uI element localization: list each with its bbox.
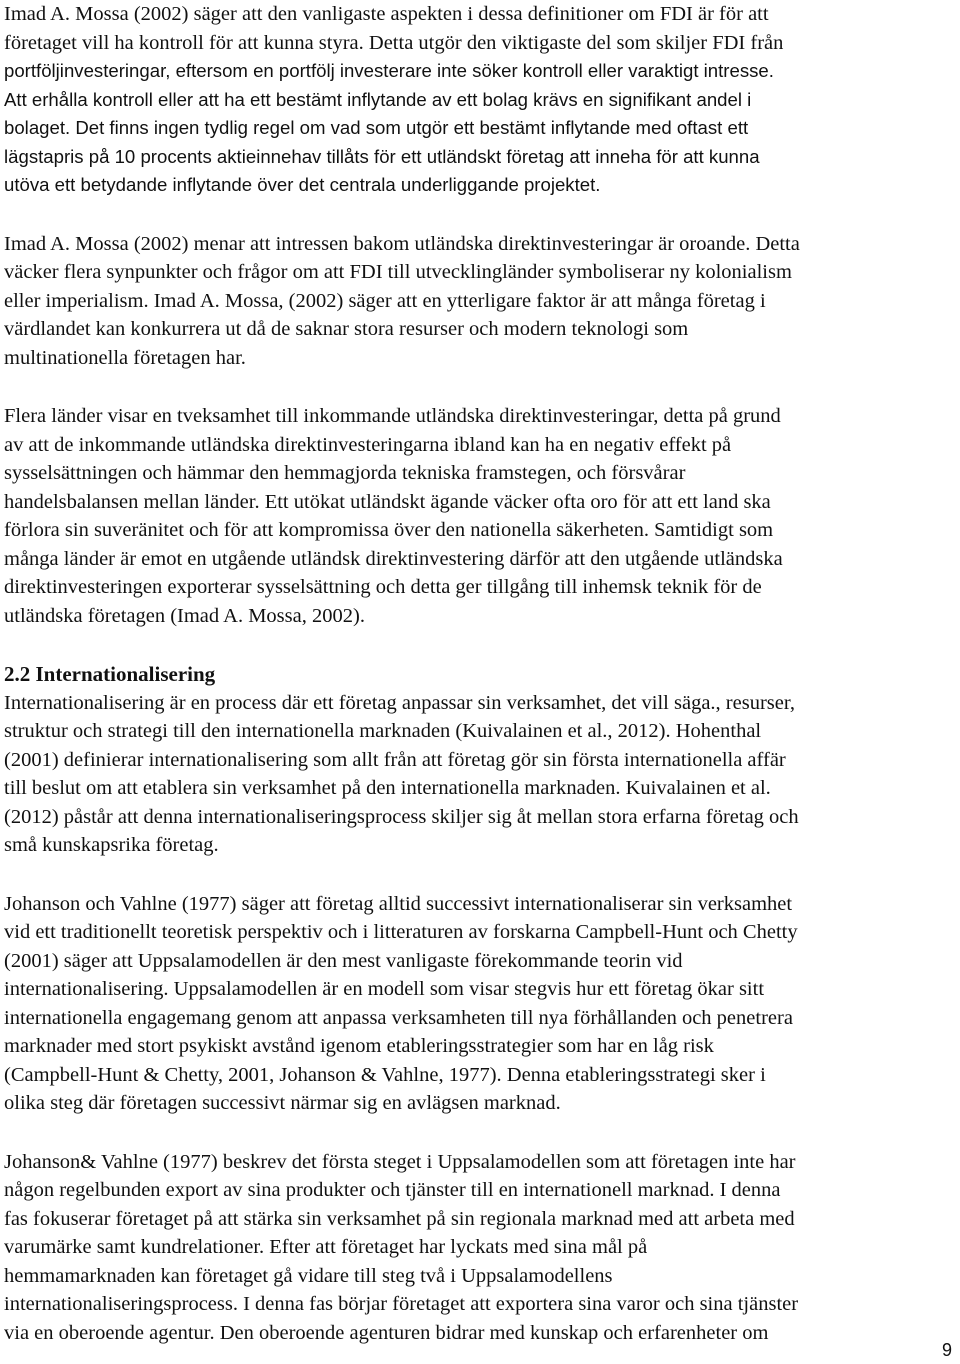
text-segment: internationaliseringsprocess. I denna fas börjar företaget att exportera sina varor och sina tjänster — [4, 1293, 799, 1315]
text-line — [4, 402, 954, 431]
page-number: 9 — [941, 1340, 952, 1360]
paragraph-gap — [4, 860, 954, 890]
text-line — [4, 602, 954, 631]
text-line — [4, 918, 954, 947]
text-line — [4, 1205, 954, 1234]
text-line — [4, 516, 954, 545]
document-page — [4, 0, 954, 1347]
text-line — [4, 774, 954, 803]
text-segment: förlora sin suveränitet och för att kompromissa över den nationella säkerheten. Samtidigt som — [4, 519, 774, 541]
text-segment: olika steg där företagen successivt närmar sig en avlägsen marknad. — [4, 1092, 561, 1114]
text-segment: Johanson& Vahlne (1977) beskrev det första steget i Uppsalamodellen som att företagen inte har — [4, 1150, 796, 1173]
text-segment: (2001) säger att Uppsalamodellen är den mest vanligaste förekommande teorin vid — [4, 949, 683, 972]
text-line — [4, 831, 954, 860]
text-line — [4, 947, 954, 976]
section-heading: 2.2 Internationalisering — [4, 662, 216, 686]
text-line — [4, 29, 954, 58]
text-segment: många länder är emot en utgående utländsk direktinvestering därför att den utgående utländska — [4, 547, 783, 570]
text-line — [4, 230, 954, 259]
text-line — [4, 717, 954, 746]
text-line — [4, 287, 954, 316]
text-segment: internationalisering. Uppsalamodellen är en modell som visar stegvis hur ett företag ökar sitt — [4, 978, 765, 1000]
text-segment: marknader med stort psykiskt avstånd igenom etableringsstrategier som har en låg risk — [4, 1035, 714, 1057]
text-line — [4, 57, 954, 86]
text-segment: Imad A. Mossa (2002) säger att den vanligaste aspekten i dessa definitioner om FDI är för att — [4, 3, 769, 25]
text-segment: struktur och strategi till den internationella marknaden (Kuivalainen et al., 2012). Hohenthal — [4, 720, 762, 742]
text-line — [4, 344, 954, 373]
text-segment: via en oberoende agentur. Den oberoende agenturen bidrar med kunskap och erfarenheter om — [4, 1321, 769, 1344]
text-segment: (Campbell-Hunt & Chetty, 2001, Johanson & Vahlne, 1977). Denna etableringsstrategi sker i — [4, 1063, 766, 1086]
text-segment: (2001) definierar internationalisering som allt från att företag gör sin första internationella affär — [4, 748, 786, 771]
text-segment: väcker flera synpunkter och frågor om att FDI till utvecklingländer symboliserar ny kolonialism — [4, 261, 792, 283]
text-segment: eller imperialism. Imad A. Mossa, (2002) säger att en ytterligare faktor är att många företag i — [4, 289, 766, 312]
text-line — [4, 1233, 954, 1262]
text-line — [4, 114, 954, 143]
text-segment: vid ett traditionellt teoretisk perspektiv och i litteraturen av forskarna Campbell-Hunt och Chetty — [4, 921, 798, 943]
text-segment: internationella engagemang genom att anpassa verksamheten till nya förhållanden och penetrera — [4, 1006, 793, 1029]
paragraph-gap — [4, 372, 954, 402]
text-segment: direktinvesteringen exporterar sysselsättning och detta ger tillgång till inhemsk teknik för de — [4, 576, 762, 598]
paragraph-gap — [4, 200, 954, 230]
text-line — [4, 689, 954, 718]
paragraph-gap — [4, 1118, 954, 1148]
text-line — [4, 545, 954, 574]
text-line — [4, 890, 954, 919]
text-line — [4, 171, 954, 200]
paragraph — [4, 230, 954, 373]
text-segment: handelsbalansen mellan länder. Ett utökat utländskt ägande väcker ofta oro för att ett land ska — [4, 490, 771, 513]
text-segment: Imad A. Mossa (2002) menar att intressen bakom utländska direktinvesteringar är oroande. Detta — [4, 232, 800, 255]
text-segment: bolaget. Det finns ingen tydlig regel om vad som utgör ett bestämt inflytande med oftast ett — [4, 117, 749, 138]
text-segment: utöva ett betydande inflytande över det centrala underliggande projektet. — [4, 174, 601, 195]
text-segment: till beslut om att etablera sin verksamhet på den internationella marknaden. Kuivalainen et al. — [4, 777, 771, 799]
text-segment: Att erhålla kontroll eller att ha ett bestämt inflytande av ett bolag krävs en signifikant andel i — [4, 88, 752, 110]
text-segment: Internationalisering är en process där ett företag anpassar sin verksamhet, det vill säga., resurser, — [4, 691, 795, 714]
text-segment: Flera länder visar en tveksamhet till inkommande utländska direktinvesteringar, detta på grund — [4, 405, 781, 427]
text-segment: små kunskapsrika företag. — [4, 834, 219, 856]
text-line — [4, 0, 954, 29]
text-segment: lägstapris på 10 procents aktieinnehav tillåts för ett utländskt företag att inneha för att kunna — [4, 145, 760, 167]
text-line — [4, 459, 954, 488]
text-line — [4, 746, 954, 775]
text-segment: någon regelbunden export av sina produkter och tjänster till en internationell marknad. I denna — [4, 1179, 781, 1201]
text-line — [4, 1032, 954, 1061]
text-segment: utländska företagen (Imad A. Mossa, 2002). — [4, 604, 365, 627]
text-line — [4, 1061, 954, 1090]
text-line — [4, 431, 954, 460]
paragraph — [4, 0, 954, 200]
body-text-after-heading — [4, 689, 954, 1348]
text-line — [4, 1004, 954, 1033]
text-segment: företaget vill ha kontroll för att kunna styra. Detta utgör den viktigaste del som skiljer FDI från — [4, 31, 784, 54]
text-segment: portföljinvesteringar, eftersom en portfölj investerare inte söker kontroll eller varaktigt intresse. — [4, 60, 774, 81]
text-line — [4, 258, 954, 287]
text-line — [4, 1148, 954, 1177]
text-line — [4, 1089, 954, 1118]
text-segment: värdlandet kan konkurrera ut då de saknar stora resurser och modern teknologi som — [4, 318, 689, 340]
text-line — [4, 488, 954, 517]
paragraph-gap — [4, 630, 954, 660]
text-line — [4, 1290, 954, 1319]
text-segment: multinationella företagen har. — [4, 346, 246, 369]
paragraph — [4, 402, 954, 630]
text-line — [4, 975, 954, 1004]
text-line — [4, 1319, 954, 1348]
text-segment: hemmamarknaden kan företaget gå vidare till steg två i Uppsalamodellens — [4, 1264, 613, 1287]
text-line — [4, 1262, 954, 1291]
paragraph — [4, 890, 954, 1118]
text-line — [4, 1176, 954, 1205]
text-segment: (2012) påstår att denna internationaliseringsprocess skiljer sig åt mellan stora erfarna företag och — [4, 805, 799, 828]
text-segment: Johanson och Vahlne (1977) säger att företag alltid successivt internationaliserar sin verksamhet — [4, 892, 793, 915]
text-segment: av att de inkommande utländska direktinvesteringarna ibland kan ha en negativ effekt på — [4, 433, 732, 456]
text-segment: fas fokuserar företaget på att stärka sin verksamhet på sin regionala marknad med att arbeta med — [4, 1207, 795, 1230]
text-line — [4, 803, 954, 832]
text-segment: varumärke samt kundrelationer. Efter att företaget har lyckats med sina mål på — [4, 1236, 648, 1258]
text-line — [4, 86, 954, 115]
paragraph — [4, 689, 954, 860]
body-text-before-heading — [4, 0, 954, 630]
text-line — [4, 143, 954, 172]
text-line — [4, 315, 954, 344]
paragraph — [4, 1148, 954, 1348]
text-line — [4, 573, 954, 602]
text-segment: sysselsättningen och hämmar den hemmagjorda tekniska framstegen, och försvårar — [4, 462, 686, 484]
